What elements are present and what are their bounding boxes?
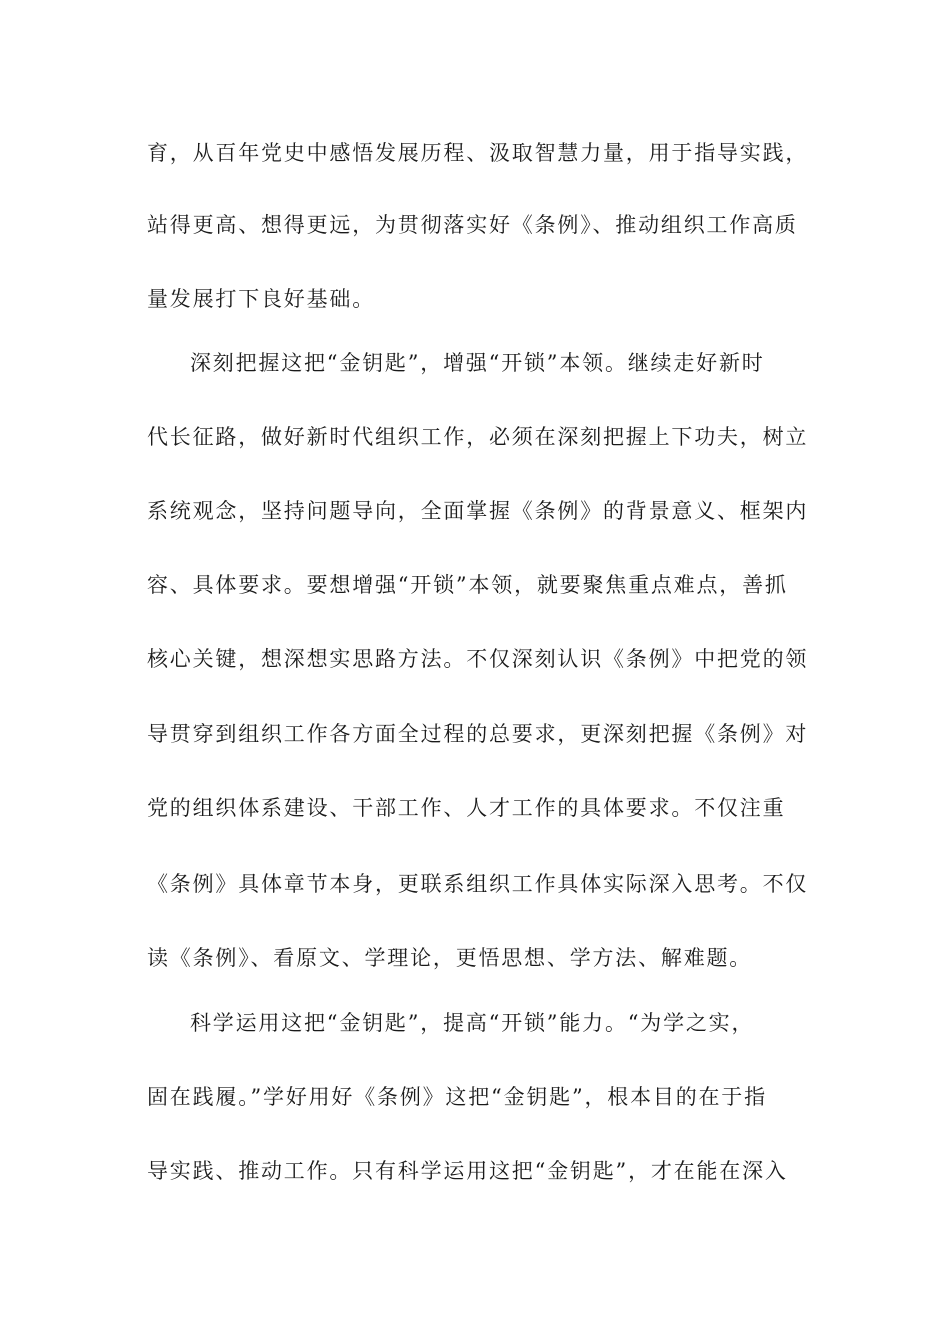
text-line-14: 固在践履。”学好用好《条例》这把“金钥匙”，根本目的在于指	[147, 1085, 767, 1109]
paragraph-heading-1: 深刻把握这把“金钥匙”，增强“开锁”本领。继续走好新时	[190, 351, 765, 375]
text-line-11: 《条例》具体章节本身，更联系组织工作具体实际深入思考。不仅	[147, 872, 809, 896]
paragraph-heading-2: 科学运用这把“金钥匙”，提高“开锁”能力。“为学之实，	[190, 1011, 755, 1035]
text-line-6: 系统观念，坚持问题导向，全面掌握《条例》的背景意义、框架内	[147, 499, 809, 523]
text-line-8: 核心关键，想深想实思路方法。不仅深刻认识《条例》中把党的领	[147, 647, 809, 671]
text-line-5: 代长征路，做好新时代组织工作，必须在深刻把握上下功夫，树立	[147, 425, 809, 449]
text-line-12: 读《条例》、看原文、学理论，更悟思想、学方法、解难题。	[147, 946, 753, 970]
text-line-3: 量发展打下良好基础。	[147, 287, 375, 311]
text-line-1: 育，从百年党史中感悟发展历程、汲取智慧力量，用于指导实践，	[147, 141, 809, 165]
text-line-2: 站得更高、想得更远，为贯彻落实好《条例》、推动组织工作高质	[147, 213, 798, 237]
text-line-7: 容、具体要求。要想增强“开锁”本领，就要聚焦重点难点，善抓	[147, 573, 788, 597]
text-line-9: 导贯穿到组织工作各方面全过程的总要求，更深刻把握《条例》对	[147, 722, 809, 746]
text-line-10: 党的组织体系建设、干部工作、人才工作的具体要求。不仅注重	[147, 796, 786, 820]
text-line-15: 导实践、推动工作。只有科学运用这把“金钥匙”，才在能在深入	[147, 1159, 788, 1183]
